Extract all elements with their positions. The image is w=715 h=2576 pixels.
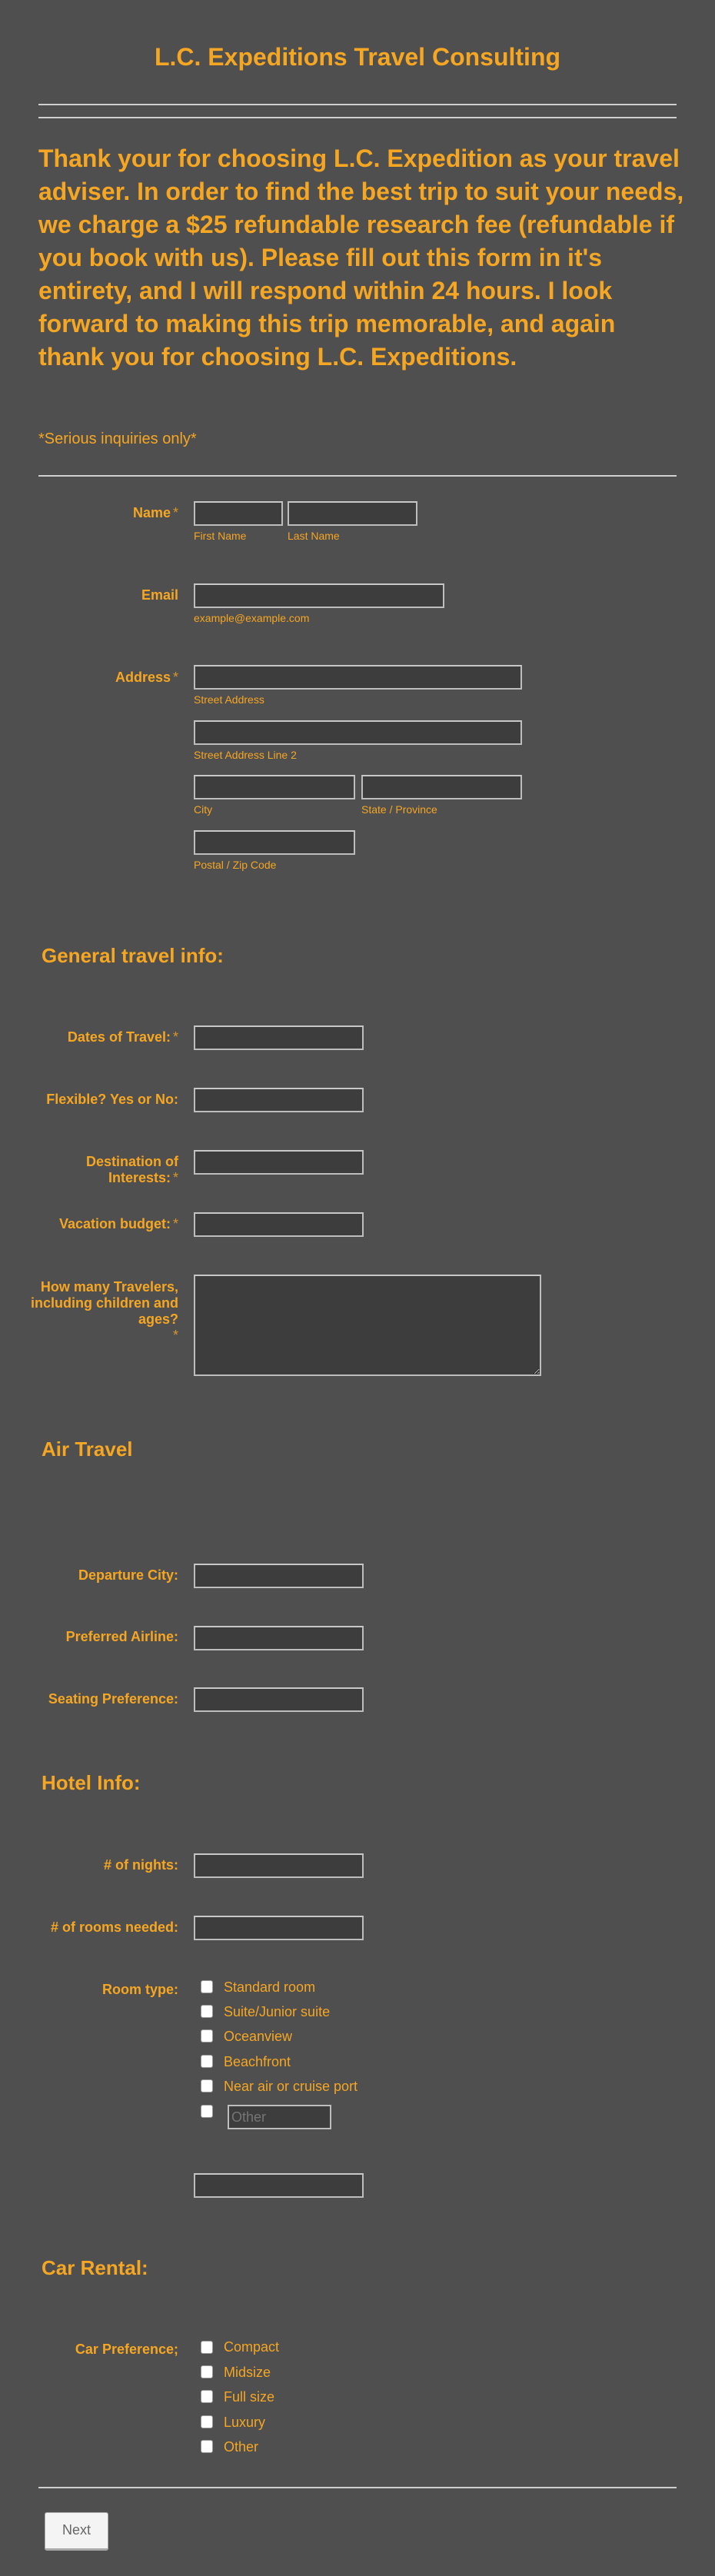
- budget-input[interactable]: [194, 1212, 364, 1237]
- city-sublabel: City: [194, 803, 213, 816]
- name-label: Name *: [132, 505, 178, 520]
- last-name-sublabel: Last Name: [288, 530, 340, 542]
- zip-sublabel: Postal / Zip Code: [194, 859, 277, 871]
- address-label: Address *: [115, 670, 178, 685]
- airline-label: Preferred Airline:: [65, 1629, 178, 1644]
- required-mark: *: [172, 505, 178, 520]
- car-checkbox[interactable]: [201, 2415, 213, 2428]
- car-option[interactable]: Midsize: [224, 2365, 271, 2380]
- room-type-checkbox[interactable]: [201, 2079, 213, 2092]
- first-name-input[interactable]: [194, 501, 283, 526]
- required-mark: *: [172, 1029, 178, 1045]
- state-input[interactable]: [361, 775, 522, 799]
- divider: [38, 2487, 677, 2488]
- room-type-option[interactable]: Near air or cruise port: [224, 2079, 358, 2094]
- required-mark: *: [172, 1170, 178, 1185]
- divider: [38, 104, 677, 105]
- room-type-option[interactable]: Beachfront: [224, 2054, 291, 2069]
- email-input[interactable]: [194, 583, 444, 608]
- car-checkbox[interactable]: [201, 2390, 213, 2403]
- email-label: Email: [141, 587, 178, 603]
- car-checkbox[interactable]: [201, 2365, 213, 2378]
- room-type-other-input[interactable]: [228, 2105, 331, 2129]
- nights-input[interactable]: [194, 1853, 364, 1878]
- zip-input[interactable]: [194, 830, 355, 855]
- seating-label: Seating Preference:: [48, 1691, 178, 1707]
- intro-text: Thank your for choosing L.C. Expedition as your travel adviser. In order to find the best trip to suit your needs, we charge a $25 refundable research fee (refundable if you book with us). Please fill out this form in it's entirety, and I will respond within 24 hours. I look forward to making this trip memorable, and again thank you for choosing L.C. Expeditions.: [38, 145, 684, 371]
- street-address-2-sublabel: Street Address Line 2: [194, 749, 297, 761]
- destination-label: Destination of Interests: *: [86, 1154, 178, 1185]
- room-type-label: Room type:: [102, 1982, 178, 1997]
- required-mark: *: [172, 670, 178, 685]
- destination-input[interactable]: [194, 1150, 364, 1175]
- room-type-checkbox[interactable]: [201, 1980, 213, 1993]
- room-type-option[interactable]: Suite/Junior suite: [224, 2004, 331, 2019]
- first-name-sublabel: First Name: [194, 530, 247, 542]
- required-mark: *: [172, 1216, 178, 1231]
- nights-label: # of nights:: [104, 1857, 178, 1873]
- section-heading-hotel: Hotel Info:: [42, 1771, 141, 1794]
- state-sublabel: State / Province: [361, 803, 437, 816]
- required-mark: *: [172, 1328, 178, 1343]
- next-button[interactable]: Next: [45, 2512, 108, 2551]
- section-heading-car: Car Rental:: [42, 2256, 148, 2279]
- departure-label: Departure City:: [78, 1567, 178, 1583]
- street-address-input[interactable]: [194, 665, 522, 690]
- car-option[interactable]: Other: [224, 2439, 259, 2455]
- travelers-label: How many Travelers, including children and ages? *: [31, 1279, 179, 1343]
- room-extra-input[interactable]: [194, 2173, 364, 2198]
- room-type-other-checkbox[interactable]: [201, 2105, 213, 2118]
- airline-input[interactable]: [194, 1626, 364, 1650]
- rooms-label: # of rooms needed:: [50, 1920, 178, 1935]
- car-option[interactable]: Compact: [224, 2339, 280, 2355]
- seating-input[interactable]: [194, 1687, 364, 1712]
- departure-city-input[interactable]: [194, 1564, 364, 1588]
- email-sublabel: example@example.com: [194, 612, 310, 624]
- street-address-sublabel: Street Address: [194, 693, 264, 706]
- street-address-2-input[interactable]: [194, 720, 522, 745]
- divider: [38, 117, 677, 118]
- flexible-label: Flexible? Yes or No:: [46, 1092, 178, 1107]
- section-heading-air: Air Travel: [42, 1438, 133, 1461]
- dates-input[interactable]: [194, 1025, 364, 1050]
- car-checkbox[interactable]: [201, 2341, 213, 2354]
- room-type-checkbox[interactable]: [201, 2005, 213, 2018]
- travelers-textarea[interactable]: [194, 1275, 541, 1376]
- divider: [38, 475, 677, 477]
- room-type-option[interactable]: Oceanview: [224, 2029, 293, 2044]
- section-heading-general: General travel info:: [42, 944, 224, 967]
- car-option[interactable]: Luxury: [224, 2415, 266, 2430]
- room-type-checkbox[interactable]: [201, 2029, 213, 2043]
- car-checkbox[interactable]: [201, 2440, 213, 2453]
- last-name-input[interactable]: [288, 501, 417, 526]
- page-title: L.C. Expeditions Travel Consulting: [154, 43, 561, 71]
- city-input[interactable]: [194, 775, 355, 799]
- serious-note: *Serious inquiries only*: [38, 430, 197, 447]
- room-type-option[interactable]: Standard room: [224, 1979, 316, 1995]
- flexible-input[interactable]: [194, 1088, 364, 1112]
- room-type-checkbox[interactable]: [201, 2055, 213, 2068]
- budget-label: Vacation budget: *: [58, 1216, 178, 1231]
- car-option[interactable]: Full size: [224, 2389, 275, 2405]
- car-preference-label: Car Preference;: [75, 2342, 178, 2357]
- rooms-input[interactable]: [194, 1916, 364, 1940]
- dates-label: Dates of Travel: *: [67, 1029, 178, 1045]
